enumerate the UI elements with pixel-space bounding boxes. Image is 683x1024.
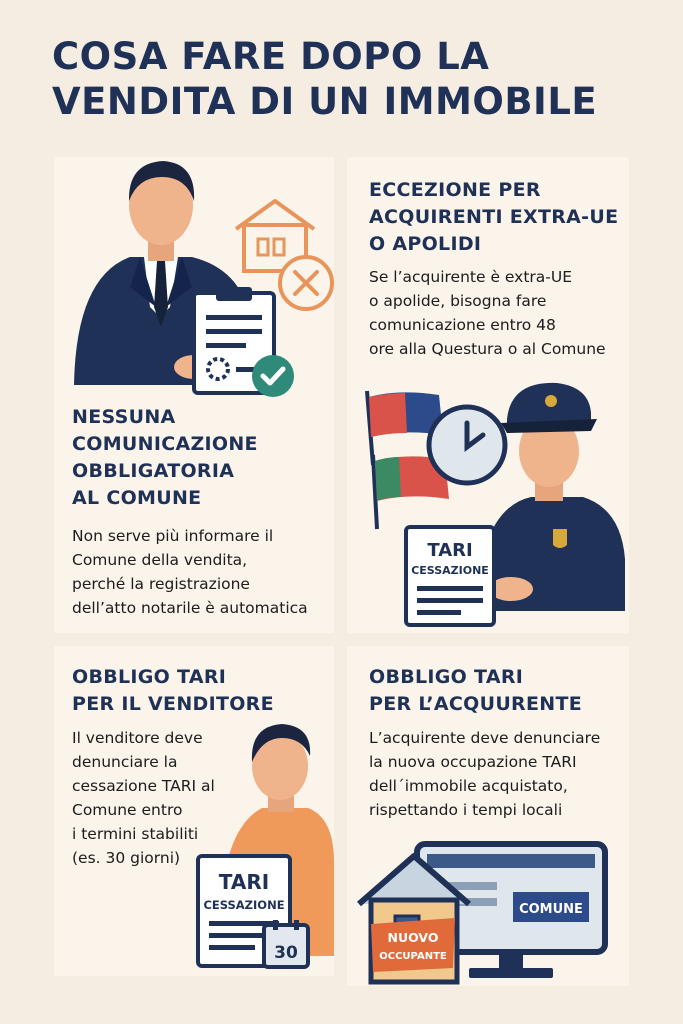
card-text-line: rispettando i tempi locali <box>369 801 563 819</box>
card-title-line: ECCEZIONE PER <box>369 179 541 201</box>
card-text-line: Comune entro <box>72 801 183 819</box>
document-sublabel: CESSAZIONE <box>203 898 285 912</box>
card-seller <box>54 646 334 976</box>
card-extra-ue <box>347 157 629 633</box>
card-text-line: Non serve più informare il <box>72 527 274 545</box>
card-text-line: comunicazione entro 48 <box>369 316 556 334</box>
card-title-line: ACQUIRENTI EXTRA-UE <box>369 206 619 228</box>
card-title-line: OBBLIGO TARI <box>369 666 524 688</box>
card-title-line: O APOLIDI <box>369 233 482 255</box>
page-title <box>52 34 652 124</box>
card-title <box>72 664 274 718</box>
card-text-line: Comune della vendita, <box>72 551 248 569</box>
card-text-line: i termini stabiliti <box>72 825 199 843</box>
card-text-line: cessazione TARI al <box>72 777 215 795</box>
document-sublabel: CESSAZIONE <box>411 564 489 577</box>
card-text-line: (es. 30 giorni) <box>72 849 181 867</box>
sign-icon <box>367 916 459 974</box>
document-label: TARI <box>427 540 473 561</box>
check-badge-icon <box>250 353 296 399</box>
card-title-line: NESSUNA <box>72 406 176 428</box>
card-text-line: dell´immobile acquistato, <box>369 777 568 795</box>
sign-line-2: OCCUPANTE <box>379 951 447 962</box>
card-title-line: OBBLIGATORIA <box>72 460 235 482</box>
card-text <box>72 524 308 620</box>
card-title-line: PER L’ACQUURENTE <box>369 693 583 715</box>
card-buyer <box>347 646 629 986</box>
card-text-line: Se l’acquirente è extra-UE <box>369 268 573 286</box>
monitor-label: COMUNE <box>519 902 583 917</box>
card-text-line: L’acquirente deve denunciare <box>369 729 601 747</box>
title-line-1: COSA FARE DOPO LA <box>52 35 490 78</box>
card-title <box>72 404 258 512</box>
sign-line-1: NUOVO <box>387 930 439 945</box>
card-text-line: o apolide, bisogna fare <box>369 292 547 310</box>
card-title-line: PER IL VENDITORE <box>72 693 274 715</box>
card-text-line: denunciare la <box>72 753 178 771</box>
card-text-line: Il venditore deve <box>72 729 203 747</box>
card-text-line: perché la registrazione <box>72 575 250 593</box>
card-title <box>369 177 618 258</box>
document-icon <box>403 524 499 630</box>
document-label: TARI <box>218 870 270 894</box>
card-text-line: dell’atto notarile è automatica <box>72 599 308 617</box>
card-title <box>369 664 582 718</box>
cancel-x-icon <box>276 253 336 313</box>
card-title-line: COMUNICAZIONE <box>72 433 258 455</box>
calendar-value: 30 <box>274 943 298 963</box>
card-text-line: ore alla Questura o al Comune <box>369 340 606 358</box>
card-text <box>369 726 600 822</box>
card-text-line: la nuova occupazione TARI <box>369 753 577 771</box>
card-text <box>72 726 215 870</box>
card-no-communication <box>54 157 334 633</box>
calendar-icon <box>261 918 311 970</box>
title-line-2: VENDITA DI UN IMMOBILE <box>52 80 598 123</box>
card-title-line: OBBLIGO TARI <box>72 666 227 688</box>
card-text <box>369 265 606 361</box>
card-title-line: AL COMUNE <box>72 487 202 509</box>
